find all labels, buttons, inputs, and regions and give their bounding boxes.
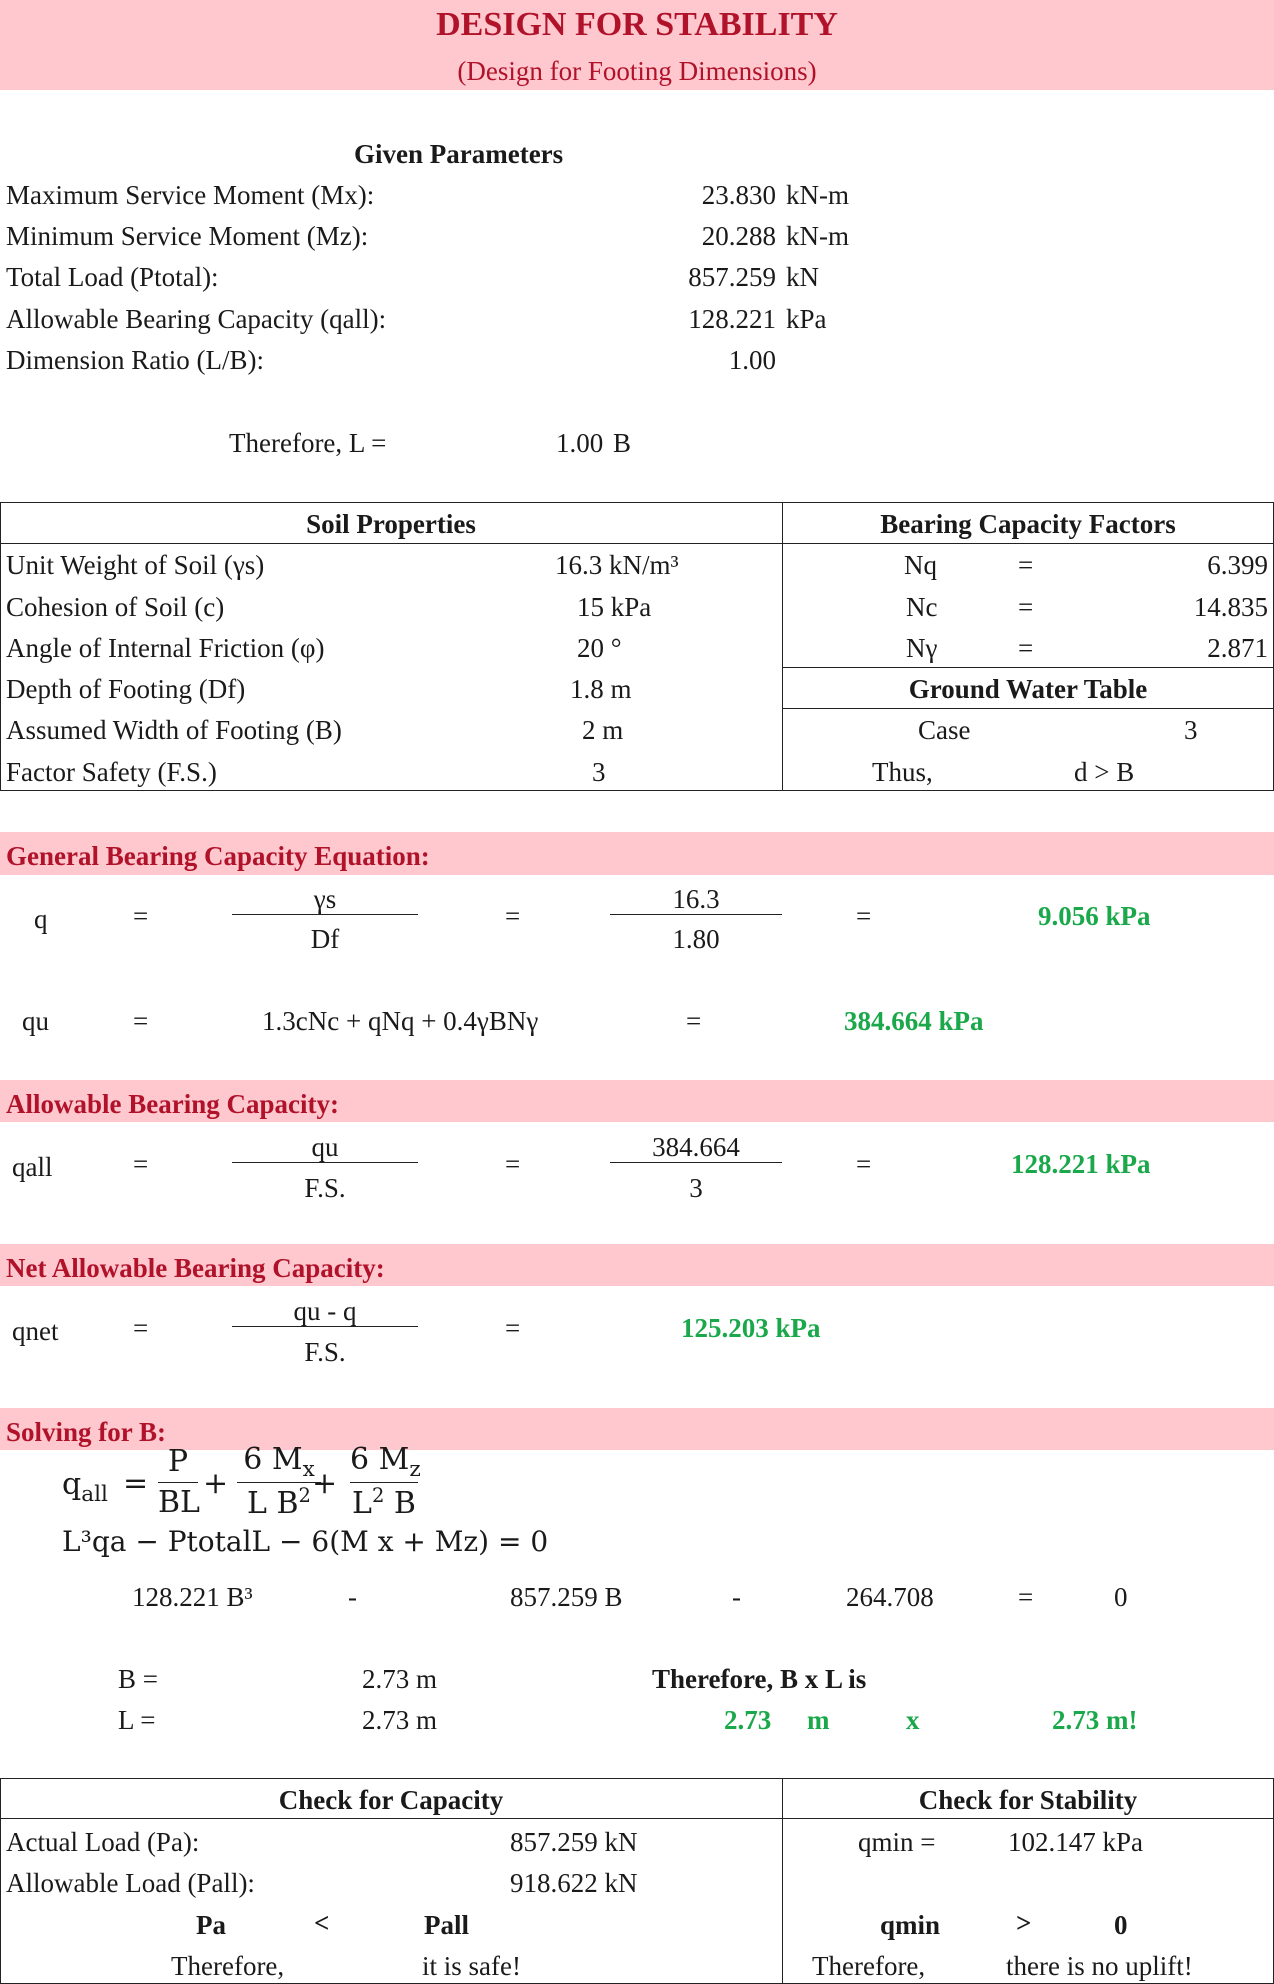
capacity-value: 918.622 kN (510, 1868, 638, 1898)
page-subtitle: (Design for Footing Dimensions) (457, 56, 817, 86)
given-label: Dimension Ratio (L/B): (6, 345, 264, 375)
factor-eq: = (1018, 550, 1034, 580)
gwt-thus-label: Thus, (872, 757, 933, 787)
given-label: Allowable Bearing Capacity (qall): (6, 304, 387, 334)
equals: = (133, 1006, 149, 1036)
therefore-value: 1.00 (556, 428, 604, 458)
soil-label: Unit Weight of Soil (γs) (6, 550, 265, 580)
fraction-bar (237, 1482, 321, 1483)
given-label: Total Load (Ptotal): (6, 262, 219, 292)
given-unit: kN-m (786, 221, 849, 251)
qnet-numerator: qu - q (293, 1296, 357, 1326)
qall-denominator: F.S. (304, 1173, 346, 1203)
therefore-unit: B (613, 428, 632, 458)
stability-conclusion: there is no uplift! (1006, 1951, 1193, 1981)
equals: = (686, 1006, 702, 1036)
L-label: L = (118, 1705, 156, 1735)
given-value: 1.00 (728, 345, 776, 375)
fraction-bar (610, 1162, 782, 1163)
given-unit: kN-m (786, 180, 849, 210)
qnet-result: 125.203 kPa (681, 1313, 821, 1343)
qnet-denominator: F.S. (304, 1337, 346, 1367)
given-value: 857.259 (688, 262, 776, 292)
factor-symbol: Nc (906, 592, 938, 622)
soil-label: Factor Safety (F.S.) (6, 757, 217, 787)
table-border (0, 790, 1274, 791)
q-numerator: γs (313, 884, 337, 914)
gwt-case-value: 3 (1184, 715, 1198, 745)
equals: = (856, 901, 872, 931)
capacity-cmp-right: Pall (424, 1910, 469, 1940)
capacity-cmp-op: < (314, 1908, 330, 1938)
table-border (0, 543, 1274, 544)
given-unit: kN (786, 262, 819, 292)
qu-formula: 1.3cNc + qNq + 0.4γBNγ (262, 1006, 539, 1036)
qu-result: 384.664 kPa (844, 1006, 984, 1036)
formula-term2-num-sub: x (302, 1457, 315, 1482)
table-border (782, 708, 1274, 709)
net-heading: Net Allowable Bearing Capacity: (6, 1253, 385, 1283)
equals: = (505, 901, 521, 931)
q-result: 9.056 kPa (1038, 901, 1151, 931)
capacity-therefore: Therefore, (171, 1951, 285, 1981)
qnet-symbol: qnet (12, 1316, 59, 1346)
qmin-label: qmin = (858, 1827, 936, 1857)
factors-heading: Bearing Capacity Factors (880, 509, 1176, 539)
gwt-case-label: Case (918, 715, 971, 745)
fraction-bar (232, 1162, 418, 1163)
factor-eq: = (1018, 633, 1034, 663)
soil-value: 1.8 m (570, 674, 632, 704)
fraction-bar (158, 1482, 198, 1483)
allowable-heading: Allowable Bearing Capacity: (6, 1089, 339, 1119)
stability-heading: Check for Stability (918, 1785, 1138, 1815)
fraction-bar (610, 914, 782, 915)
soil-value: 2 m (582, 715, 624, 745)
soil-label: Angle of Internal Friction (φ) (6, 633, 325, 663)
table-border (782, 667, 1274, 668)
result-L: 2.73 m! (1052, 1705, 1138, 1735)
given-value: 128.221 (688, 304, 776, 334)
formula-term2-den: L B (247, 1486, 299, 1521)
q-symbol: q (34, 904, 48, 934)
table-border (0, 1818, 1274, 1819)
formula-lhs: q (62, 1467, 82, 1502)
page-title: DESIGN FOR STABILITY (436, 6, 838, 43)
cubic-term-c: 264.708 (846, 1582, 934, 1612)
q-denominator-value: 1.80 (672, 924, 720, 954)
factor-eq: = (1018, 592, 1034, 622)
result-unit: m (807, 1705, 830, 1735)
gwt-thus-value: d > B (1074, 757, 1135, 787)
fraction-bar (350, 1482, 418, 1483)
formula-term3-num-sub: z (409, 1457, 421, 1482)
result-times: x (906, 1705, 920, 1735)
q-numerator-value: 16.3 (672, 884, 720, 914)
cubic-op: - (732, 1582, 741, 1612)
solving-heading: Solving for B: (6, 1417, 167, 1447)
equals: = (133, 1149, 149, 1179)
soil-value: 20 ° (577, 633, 622, 663)
factor-symbol: Nq (904, 550, 937, 580)
general-heading: General Bearing Capacity Equation: (6, 841, 430, 871)
fraction-bar (232, 914, 418, 915)
cubic-term-b: 857.259 B (510, 1582, 623, 1612)
gwt-heading: Ground Water Table (908, 674, 1148, 704)
stability-cmp-left: qmin (880, 1910, 941, 1940)
cubic-eq: = (1018, 1582, 1034, 1612)
dimension-therefore: Therefore, B x L is (652, 1664, 867, 1694)
capacity-cmp-left: Pa (196, 1910, 226, 1940)
qmin-value: 102.147 kPa (1008, 1827, 1143, 1857)
capacity-conclusion: it is safe! (422, 1951, 521, 1981)
equals: = (133, 901, 149, 931)
section-band (0, 1408, 1274, 1450)
given-value: 20.288 (701, 221, 776, 251)
given-label: Maximum Service Moment (Mx): (6, 180, 375, 210)
formula-term2-den-sup: 2 (298, 1484, 311, 1507)
given-heading: Given Parameters (354, 139, 564, 169)
qall-numerator-value: 384.664 (652, 1132, 740, 1162)
soil-value: 16.3 kN/m³ (555, 550, 679, 580)
equals: = (856, 1149, 872, 1179)
capacity-label: Allowable Load (Pall): (6, 1868, 255, 1898)
equals: = (133, 1313, 149, 1343)
soil-heading: Soil Properties (306, 509, 476, 539)
formula-term1-num: P (167, 1444, 189, 1479)
soil-label: Cohesion of Soil (c) (6, 592, 225, 622)
formula-term3-den: L (352, 1486, 372, 1521)
factor-symbol: Nγ (906, 633, 938, 663)
fraction-bar (232, 1326, 418, 1327)
capacity-label: Actual Load (Pa): (6, 1827, 200, 1857)
cubic-rhs: 0 (1114, 1582, 1128, 1612)
qu-symbol: qu (22, 1006, 49, 1036)
B-value: 2.73 m (362, 1664, 438, 1694)
formula-term3-den-sup: 2 (371, 1484, 385, 1507)
soil-label: Assumed Width of Footing (B) (6, 715, 342, 745)
stability-cmp-right: 0 (1114, 1910, 1128, 1940)
table-border (0, 502, 1274, 503)
therefore-label: Therefore, L = (229, 428, 387, 458)
factor-value: 6.399 (1207, 550, 1268, 580)
formula-lhs-sub: all (81, 1482, 108, 1507)
formula-term3-num: 6 M (350, 1442, 410, 1477)
soil-value: 15 kPa (577, 592, 652, 622)
formula-term2-num: 6 M (243, 1442, 303, 1477)
cubic-term-a: 128.221 B³ (132, 1582, 253, 1612)
formula-term1-den: BL (158, 1485, 200, 1520)
given-value: 23.830 (701, 180, 776, 210)
stability-cmp-op: > (1016, 1908, 1032, 1938)
factor-value: 14.835 (1193, 592, 1268, 622)
cubic-op: - (348, 1582, 357, 1612)
q-denominator: Df (310, 924, 340, 954)
qall-denominator-value: 3 (689, 1173, 703, 1203)
qall-result: 128.221 kPa (1011, 1149, 1151, 1179)
L-value: 2.73 m (362, 1705, 438, 1735)
qall-numerator: qu (311, 1132, 339, 1162)
table-border (0, 1778, 1274, 1779)
capacity-heading: Check for Capacity (278, 1785, 504, 1815)
equals: = (505, 1149, 521, 1179)
factor-value: 2.871 (1207, 633, 1268, 663)
soil-label: Depth of Footing (Df) (6, 674, 246, 704)
formula-term3-den-b: B (384, 1486, 416, 1521)
soil-value: 3 (592, 757, 606, 787)
table-border (782, 502, 783, 790)
cubic-formula: L³qa − PtotalL − 6(M x + Mz) = 0 (62, 1525, 549, 1558)
capacity-value: 857.259 kN (510, 1827, 638, 1857)
table-border (0, 502, 1, 790)
stability-therefore: Therefore, (812, 1951, 926, 1981)
given-unit: kPa (786, 304, 827, 334)
given-label: Minimum Service Moment (Mz): (6, 221, 369, 251)
result-B: 2.73 (724, 1705, 772, 1735)
B-label: B = (118, 1664, 158, 1694)
equals: = (505, 1313, 521, 1343)
qall-symbol: qall (12, 1152, 53, 1182)
